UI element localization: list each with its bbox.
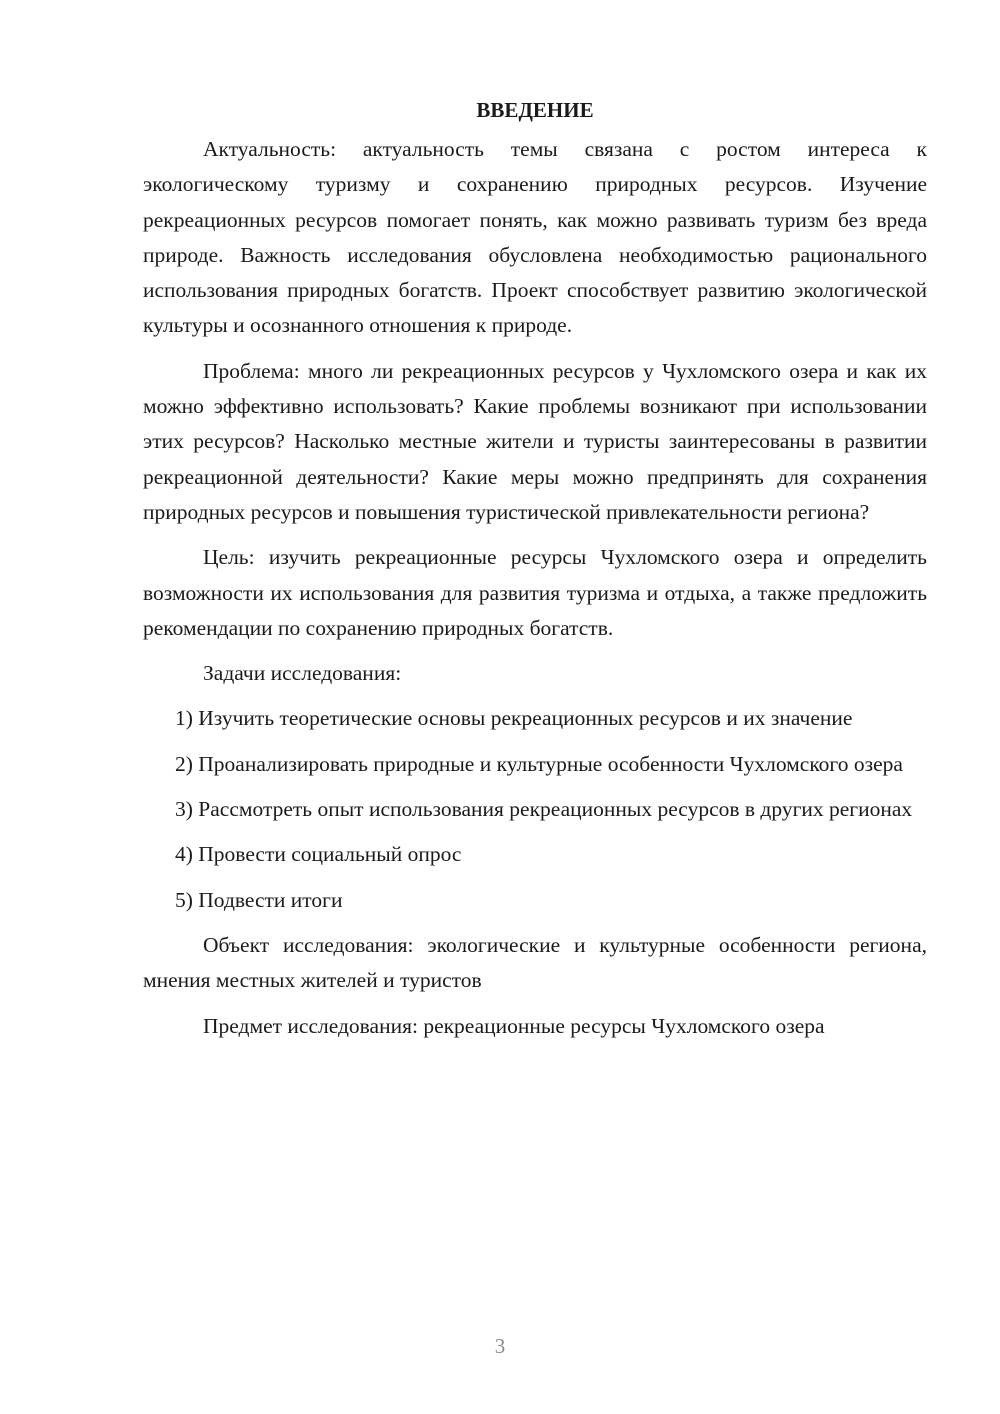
page-number: 3 [494, 1334, 506, 1358]
task-item-5: 5) Подвести итоги [175, 887, 343, 912]
task-item-2: 2) Проанализировать природные и культурные особенности Чухломского озера [175, 751, 903, 776]
task-item-3: 3) Рассмотреть опыт использования рекреационных ресурсов в других регионах [175, 797, 913, 822]
relevance-paragraph: Актуальность: актуальность темы связана с ростом интереса к экологическому туризму и сохранению природных ресурсов. Изучение рекреационных ресурсов помогает понять, как можно развивать туризм без вреда природе. Важность исследования обусловлена необходимостью рационального использования природных богатств. Проект способствует развитию экологической культуры и осознанного отношения к природе. [143, 137, 927, 338]
object-paragraph: Объект исследования: экологические и культурные особенности региона, мнения местных жителей и туристов [143, 932, 927, 993]
page-title: ВВЕДЕНИЕ [476, 98, 594, 122]
document-page [143, 92, 927, 1054]
tasks-heading: Задачи исследования: [203, 661, 402, 686]
task-item-1: 1) Изучить теоретические основы рекреационных ресурсов и их значение [175, 706, 853, 731]
subject-paragraph: Предмет исследования: рекреационные ресурсы Чухломского озера [203, 1013, 825, 1038]
task-item-4: 4) Провести социальный опрос [175, 842, 462, 867]
goal-paragraph: Цель: изучить рекреационные ресурсы Чухломского озера и определить возможности их использования для развития туризма и отдыха, а также предложить рекомендации по сохранению природных богатств. [143, 545, 927, 640]
problem-paragraph: Проблема: много ли рекреационных ресурсов у Чухломского озера и как их можно эффективно использовать? Какие проблемы возникают при использовании этих ресурсов? Насколько местные жители и туристы заинтересованы в развитии рекреационной деятельности? Какие меры можно предпринять для сохранения природных ресурсов и повышения туристической привлекательности региона? [143, 358, 927, 524]
